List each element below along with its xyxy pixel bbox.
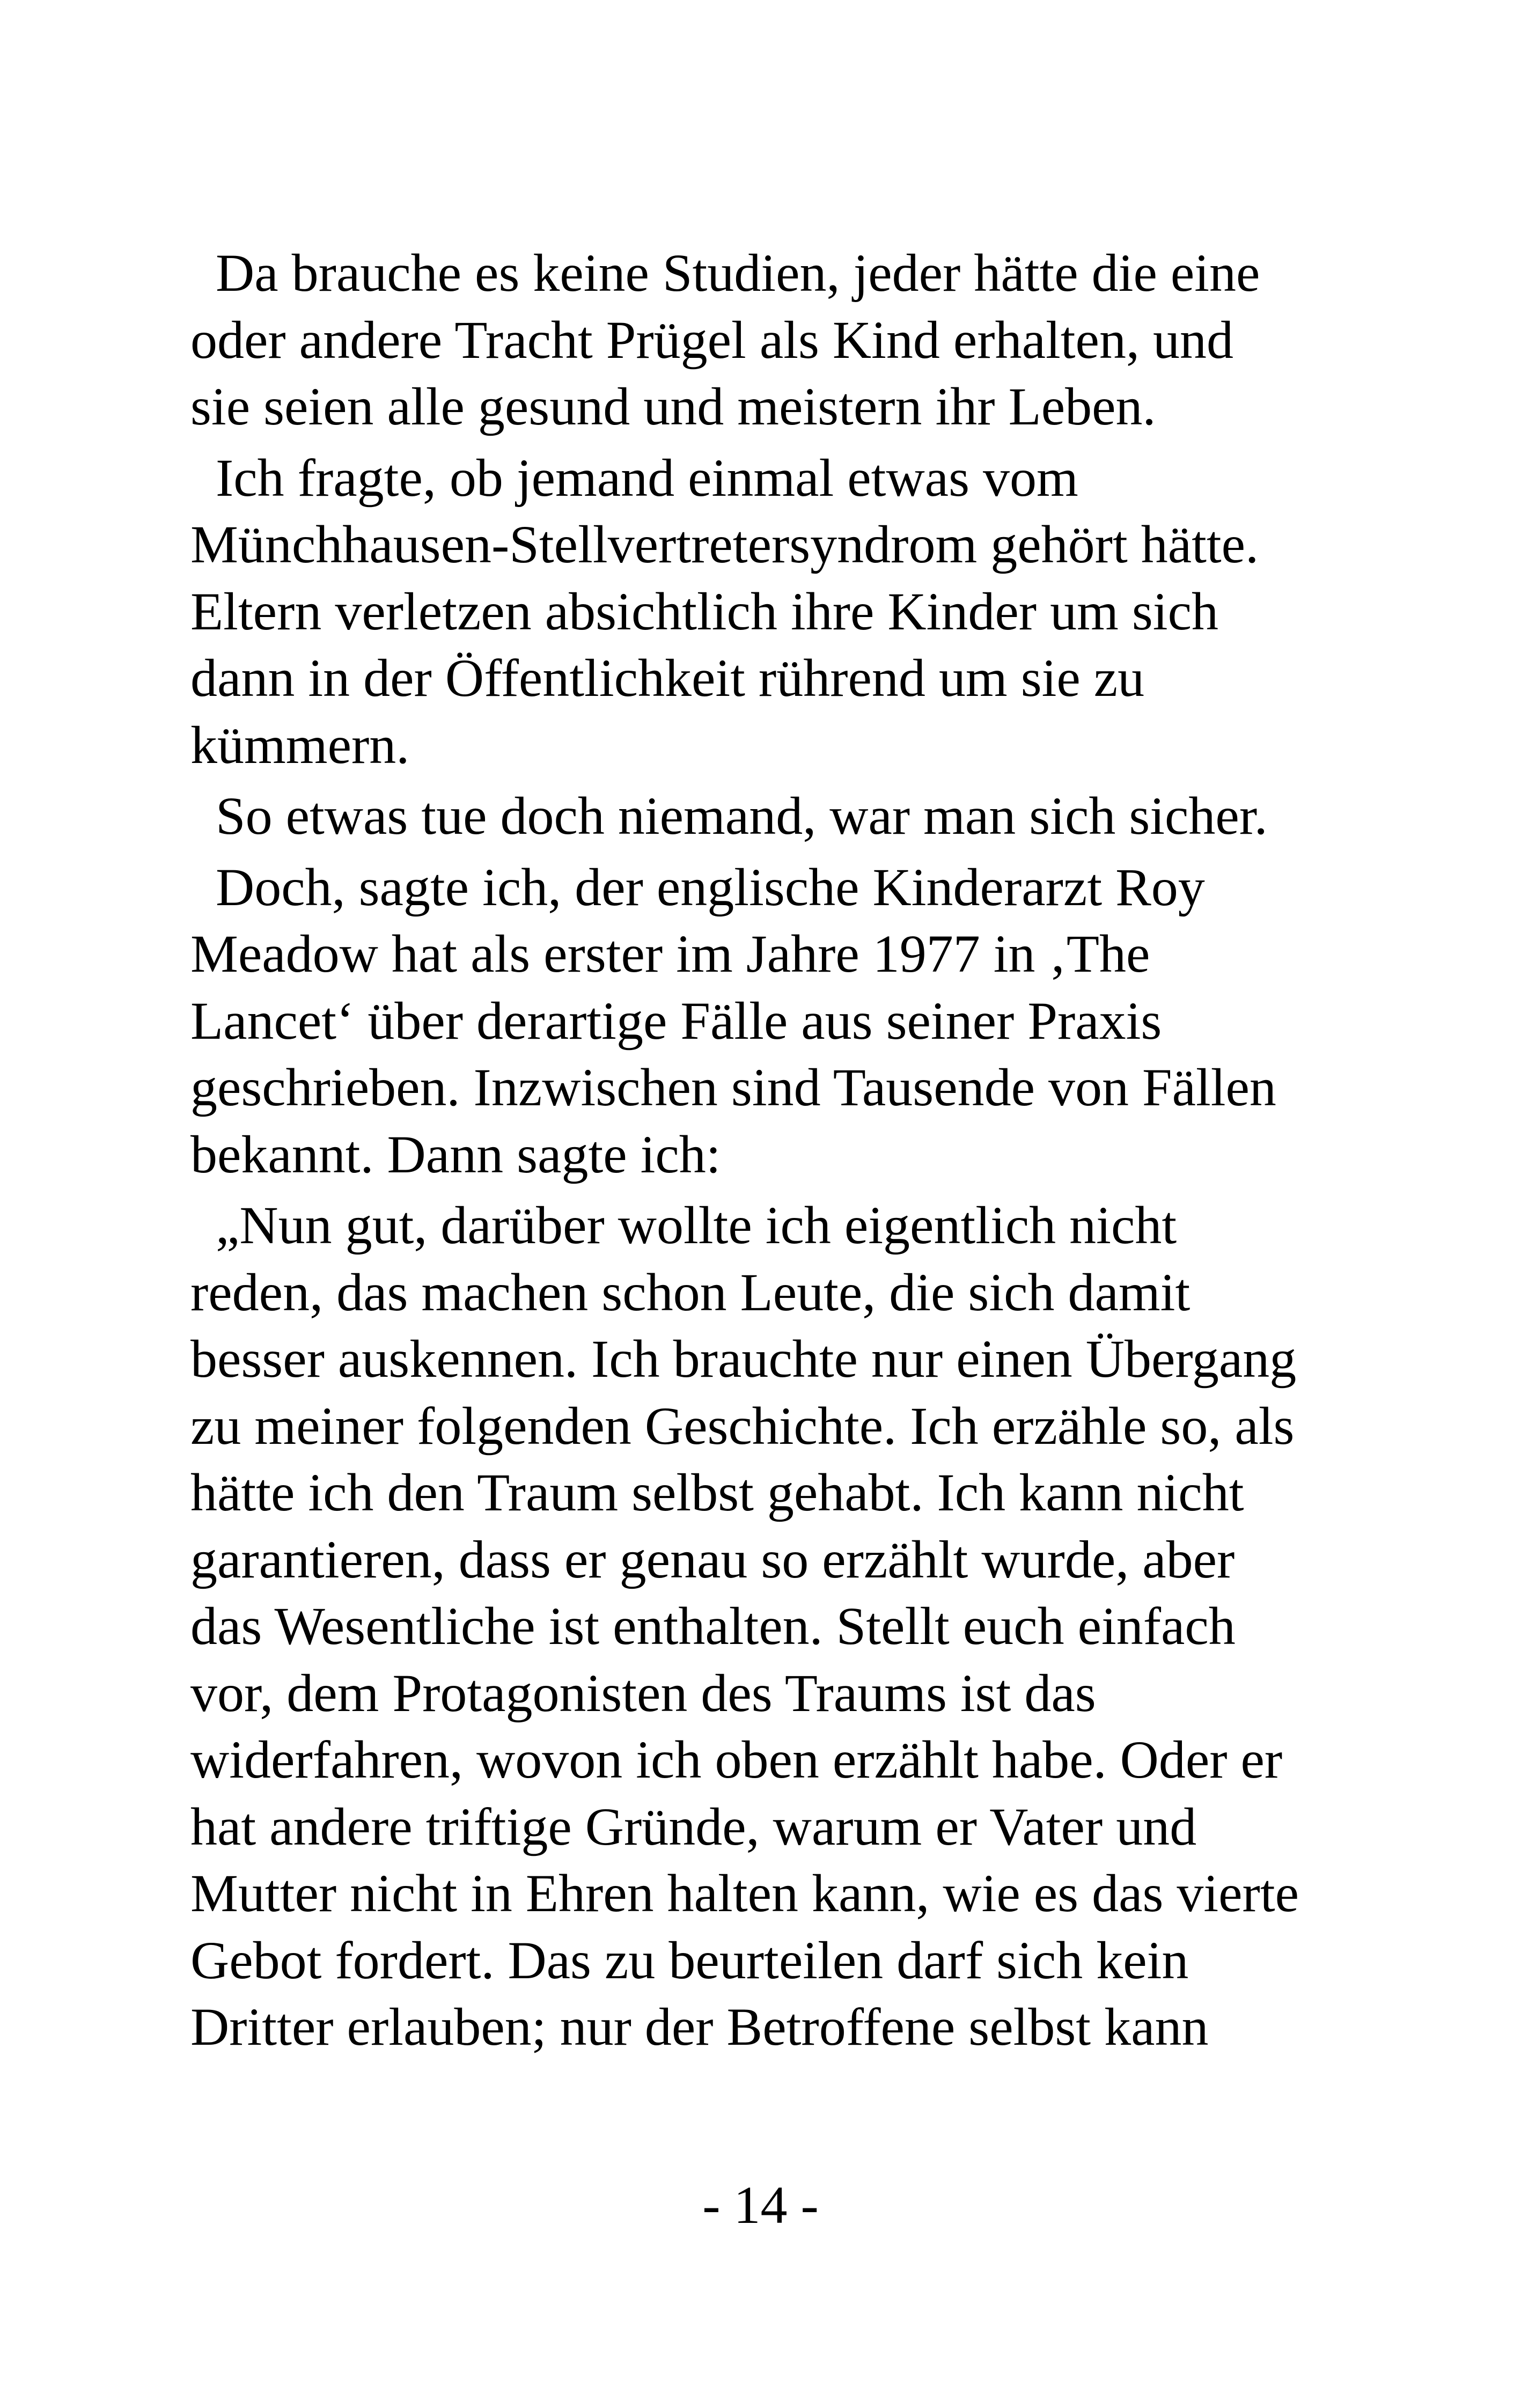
text-line: besser auskennen. Ich brauchte nur einen Übergang bbox=[190, 1329, 1297, 1389]
text-line: das Wesentliche ist enthalten. Stellt euch einfach bbox=[190, 1596, 1236, 1656]
text-line: zu meiner folgenden Geschichte. Ich erzähle so, als bbox=[190, 1396, 1295, 1456]
text-line: widerfahren, wovon ich oben erzählt habe. Oder er bbox=[190, 1730, 1283, 1789]
text-line: dann in der Öffentlichkeit rührend um sie zu bbox=[190, 648, 1145, 708]
text-line: Dritter erlauben; nur der Betroffene selbst kann bbox=[190, 1997, 1209, 2057]
text-line: Eltern verletzen absichtlich ihre Kinder um sich bbox=[190, 581, 1218, 641]
text-line: Gebot fordert. Das zu beurteilen darf sich kein bbox=[190, 1930, 1189, 1990]
paragraph bbox=[190, 783, 1333, 850]
text-line: hat andere triftige Gründe, warum er Vater und bbox=[190, 1796, 1197, 1856]
text-line: So etwas tue doch niemand, war man sich sicher. bbox=[216, 786, 1268, 846]
text-line: Münchhausen-Stellvertretersyndrom gehört hätte. bbox=[190, 515, 1259, 574]
paragraph bbox=[190, 445, 1333, 779]
text-line: Ich fragte, ob jemand einmal etwas vom bbox=[216, 447, 1078, 508]
text-line: Lancet‘ über derartige Fälle aus seiner Praxis bbox=[190, 990, 1162, 1051]
paragraph bbox=[190, 1192, 1333, 2061]
text-line: Meadow hat als erster im Jahre 1977 in ‚The bbox=[190, 924, 1150, 983]
page-number: - 14 - bbox=[702, 2175, 819, 2235]
text-line: bekannt. Dann sagte ich: bbox=[190, 1124, 721, 1184]
text-line: „Nun gut, darüber wollte ich eigentlich nicht bbox=[216, 1195, 1177, 1255]
text-line: hätte ich den Traum selbst gehabt. Ich kann nicht bbox=[190, 1463, 1244, 1522]
text-line: garantieren, dass er genau so erzählt wurde, aber bbox=[190, 1529, 1235, 1589]
text-line: kümmern. bbox=[190, 715, 410, 775]
text-line: geschrieben. Inzwischen sind Tausende von Fällen bbox=[190, 1058, 1276, 1117]
text-line: vor, dem Protagonisten des Traums ist das bbox=[190, 1663, 1096, 1723]
text-line: sie seien alle gesund und meistern ihr Leben. bbox=[190, 377, 1156, 436]
text-line: Da brauche es keine Studien, jeder hätte die eine bbox=[216, 243, 1260, 303]
paragraph bbox=[190, 240, 1333, 441]
page-body bbox=[190, 240, 1333, 2065]
text-line: Mutter nicht in Ehren halten kann, wie es das vierte bbox=[190, 1863, 1299, 1923]
text-line: reden, das machen schon Leute, die sich damit bbox=[190, 1262, 1191, 1322]
paragraph bbox=[190, 854, 1333, 1188]
text-line: oder andere Tracht Prügel als Kind erhalten, und bbox=[190, 310, 1233, 370]
text-line: Doch, sagte ich, der englische Kinderarzt Roy bbox=[216, 857, 1205, 917]
